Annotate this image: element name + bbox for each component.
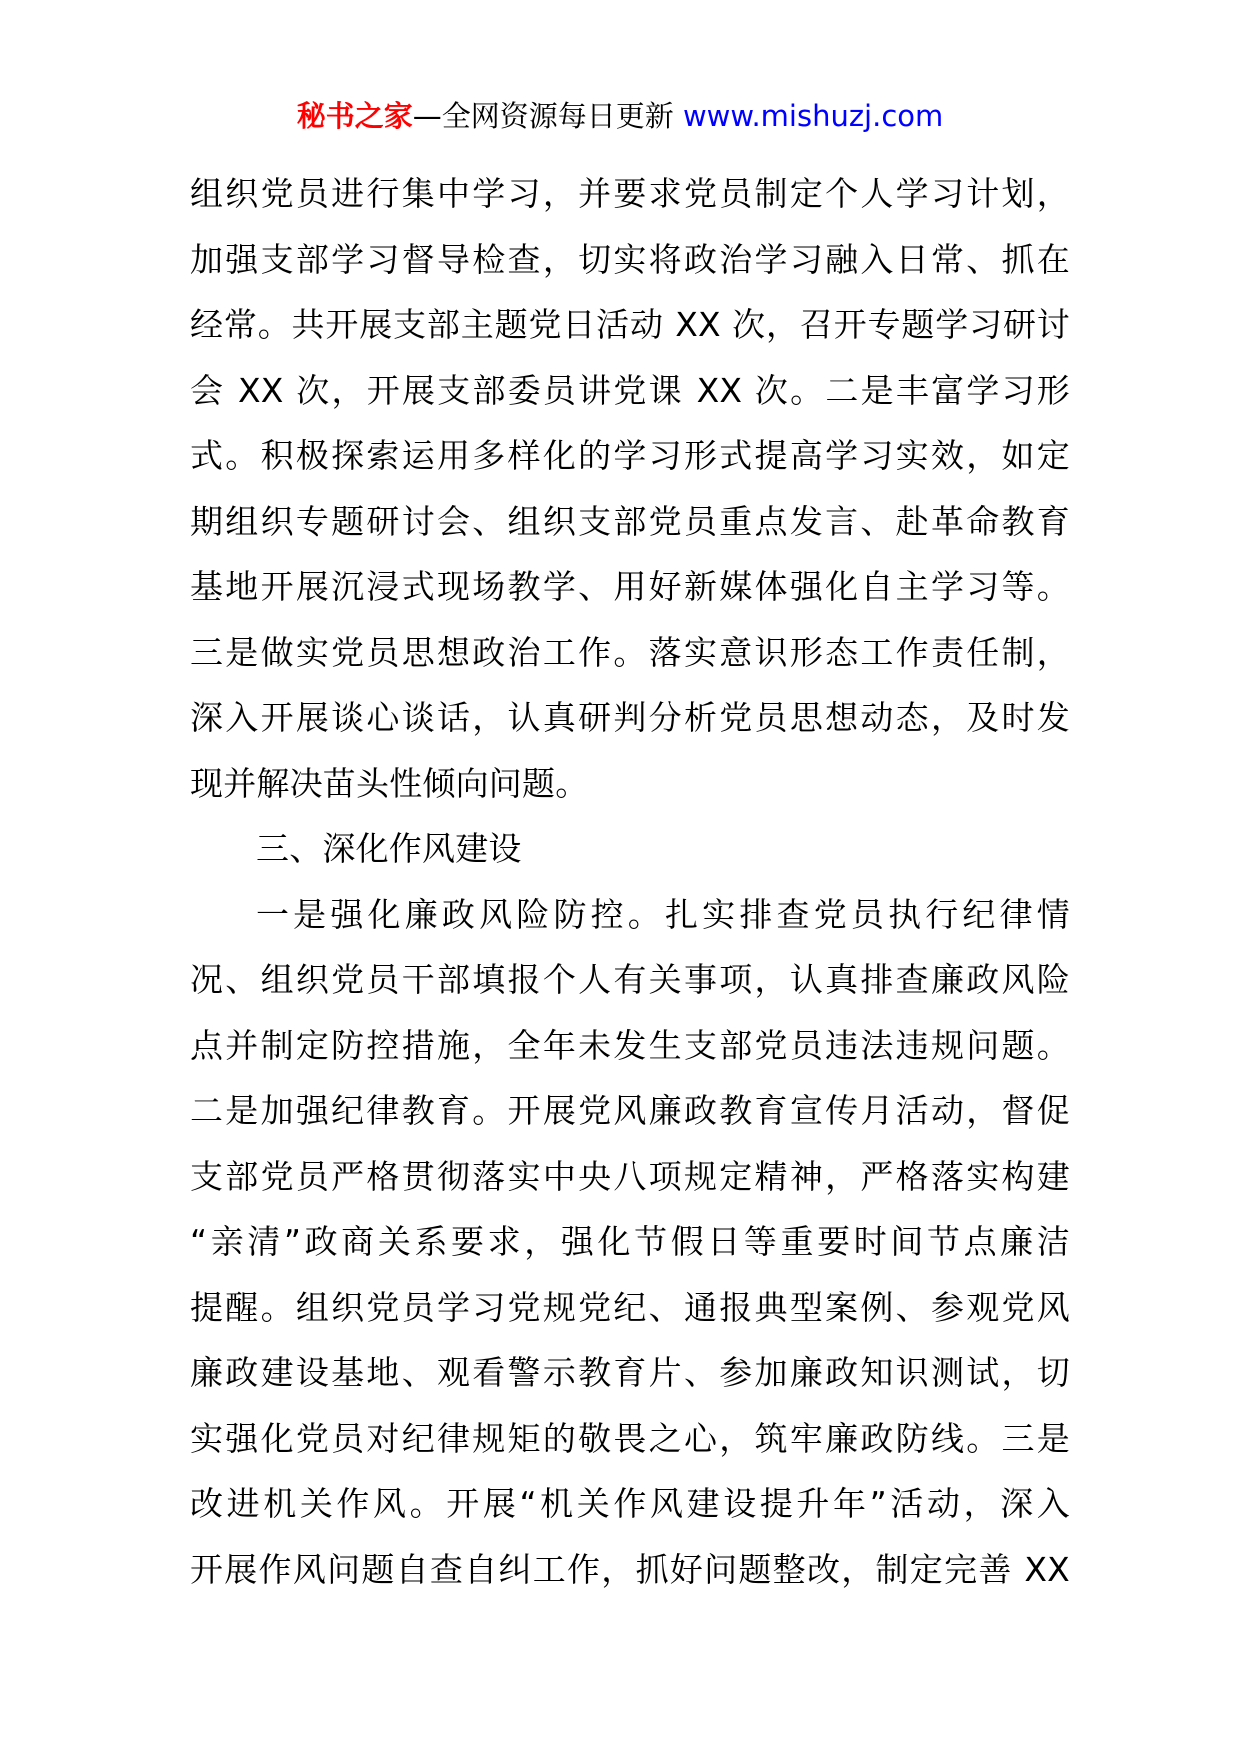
document-body bbox=[190, 161, 1070, 1602]
header-url[interactable]: www.mishuzj.com bbox=[682, 99, 944, 133]
body-line: 深入开展谈心谈话，认真研判分析党员思想动态，及时发 bbox=[190, 698, 1070, 737]
body-line: 基地开展沉浸式现场教学、用好新媒体强化自主学习等。 bbox=[190, 567, 1070, 606]
body-line: 实强化党员对纪律规矩的敬畏之心，筑牢廉政防线。三是 bbox=[190, 1418, 1070, 1458]
body-line: 期组织专题研讨会、组织支部党员重点发言、赴革命教育 bbox=[190, 501, 1070, 541]
body-line: 开展作风问题自查自纠工作，抓好问题整改，制定完善 XX bbox=[190, 1549, 1070, 1589]
body-line: 支部党员严格贯彻落实中央八项规定精神，严格落实构建 bbox=[190, 1156, 1070, 1196]
body-line: 提醒。组织党员学习党规党纪、通报典型案例、参观党风 bbox=[190, 1287, 1070, 1327]
body-line: “亲清”政商关系要求，强化节假日等重要时间节点廉洁 bbox=[190, 1222, 1070, 1261]
body-line: 况、组织党员干部填报个人有关事项，认真排查廉政风险 bbox=[190, 960, 1070, 999]
page-header bbox=[0, 92, 1240, 140]
body-line: 现并解决苗头性倾向问题。 bbox=[190, 763, 589, 803]
body-line: 组织党员进行集中学习，并要求党员制定个人学习计划， bbox=[190, 174, 1070, 213]
body-line: 一是强化廉政风险防控。扎实排查党员执行纪律情 bbox=[256, 894, 1070, 934]
header-brand: 秘书之家 bbox=[296, 99, 413, 133]
body-line: 改进机关作风。开展“机关作风建设提升年”活动，深入 bbox=[190, 1484, 1070, 1523]
body-line: 二是加强纪律教育。开展党风廉政教育宣传月活动，督促 bbox=[190, 1091, 1070, 1130]
body-line: 会 XX 次，开展支部委员讲党课 XX 次。二是丰富学习形 bbox=[190, 370, 1070, 410]
body-line: 点并制定防控措施，全年未发生支部党员违法违规问题。 bbox=[190, 1025, 1070, 1065]
section-heading: 三、深化作风建设 bbox=[256, 829, 522, 868]
body-line: 式。积极探索运用多样化的学习形式提高学习实效，如定 bbox=[190, 436, 1070, 475]
header-tagline: —全网资源每日更新 bbox=[412, 99, 683, 133]
body-line: 加强支部学习督导检查，切实将政治学习融入日常、抓在 bbox=[190, 239, 1070, 279]
body-line: 三是做实党员思想政治工作。落实意识形态工作责任制， bbox=[190, 632, 1070, 672]
body-line: 经常。共开展支部主题党日活动 XX 次，召开专题学习研讨 bbox=[190, 305, 1070, 344]
body-line: 廉政建设基地、观看警示教育片、参加廉政知识测试，切 bbox=[190, 1353, 1070, 1392]
